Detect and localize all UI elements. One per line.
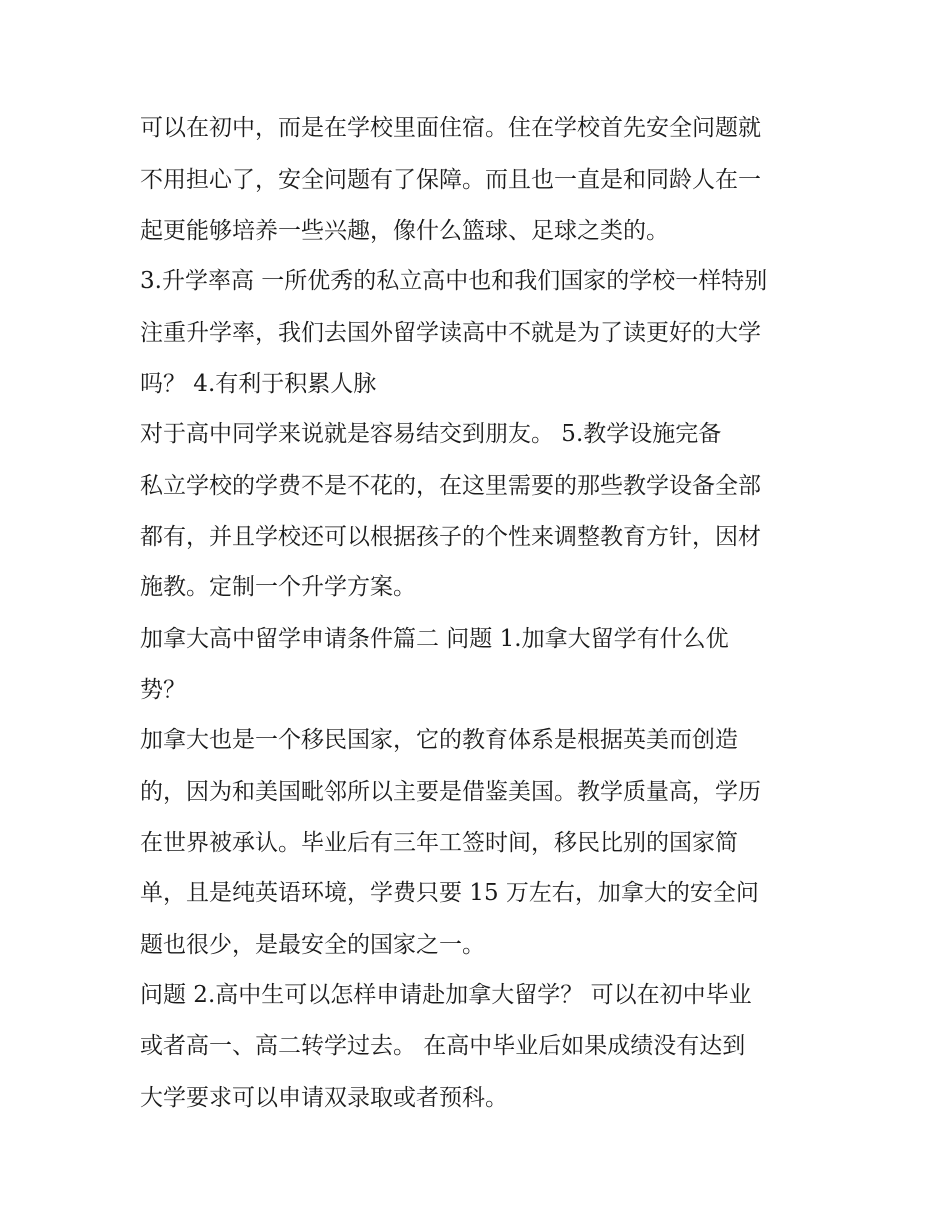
text-line: 加拿大高中留学申请条件篇二 问题 1.加拿大留学有什么优 [140, 626, 729, 652]
text-line: 吗？ 4.有利于积累人脉 [140, 371, 377, 397]
text-line: 在世界被承认。毕业后有三年工签时间，移民比别的国家简 [140, 830, 738, 856]
text-line: 问题 2.高中生可以怎样申请赴加拿大留学？ 可以在初中毕业 [140, 982, 752, 1008]
text-line: 势？ [140, 677, 186, 703]
text-line: 私立学校的学费不是不花的，在这里需要的那些教学设备全部 [140, 473, 761, 499]
text-line: 加拿大也是一个移民国家，它的教育体系是根据英美而创造 [140, 727, 738, 753]
text-line: 不用担心了，安全问题有了保障。而且也一直是和同龄人在一 [140, 167, 761, 193]
text-line: 都有，并且学校还可以根据孩子的个性来调整教育方针，因材 [140, 524, 761, 550]
text-line: 或者高一、高二转学过去。 在高中毕业后如果成绩没有达到 [140, 1033, 746, 1059]
text-line: 施教。定制一个升学方案。 [140, 574, 416, 600]
text-line: 起更能够培养一些兴趣，像什么篮球、足球之类的。 [140, 218, 669, 244]
text-line: 单，且是纯英语环境，学费只要 15 万左右，加拿大的安全问 [140, 880, 759, 906]
text-line: 可以在初中，而是在学校里面住宿。住在学校首先安全问题就 [140, 115, 761, 141]
text-line: 题也很少，是最安全的国家之一。 [140, 932, 485, 958]
text-line: 大学要求可以申请双录取或者预科。 [140, 1085, 508, 1111]
text-line: 3.升学率高 一所优秀的私立高中也和我们国家的学校一样特别 [140, 268, 768, 294]
text-line: 注重升学率，我们去国外留学读高中不就是为了读更好的大学 [140, 320, 761, 346]
text-line: 的，因为和美国毗邻所以主要是借鉴美国。教学质量高，学历 [140, 779, 761, 805]
text-line: 对于高中同学来说就是容易结交到朋友。 5.教学设施完备 [140, 421, 722, 447]
